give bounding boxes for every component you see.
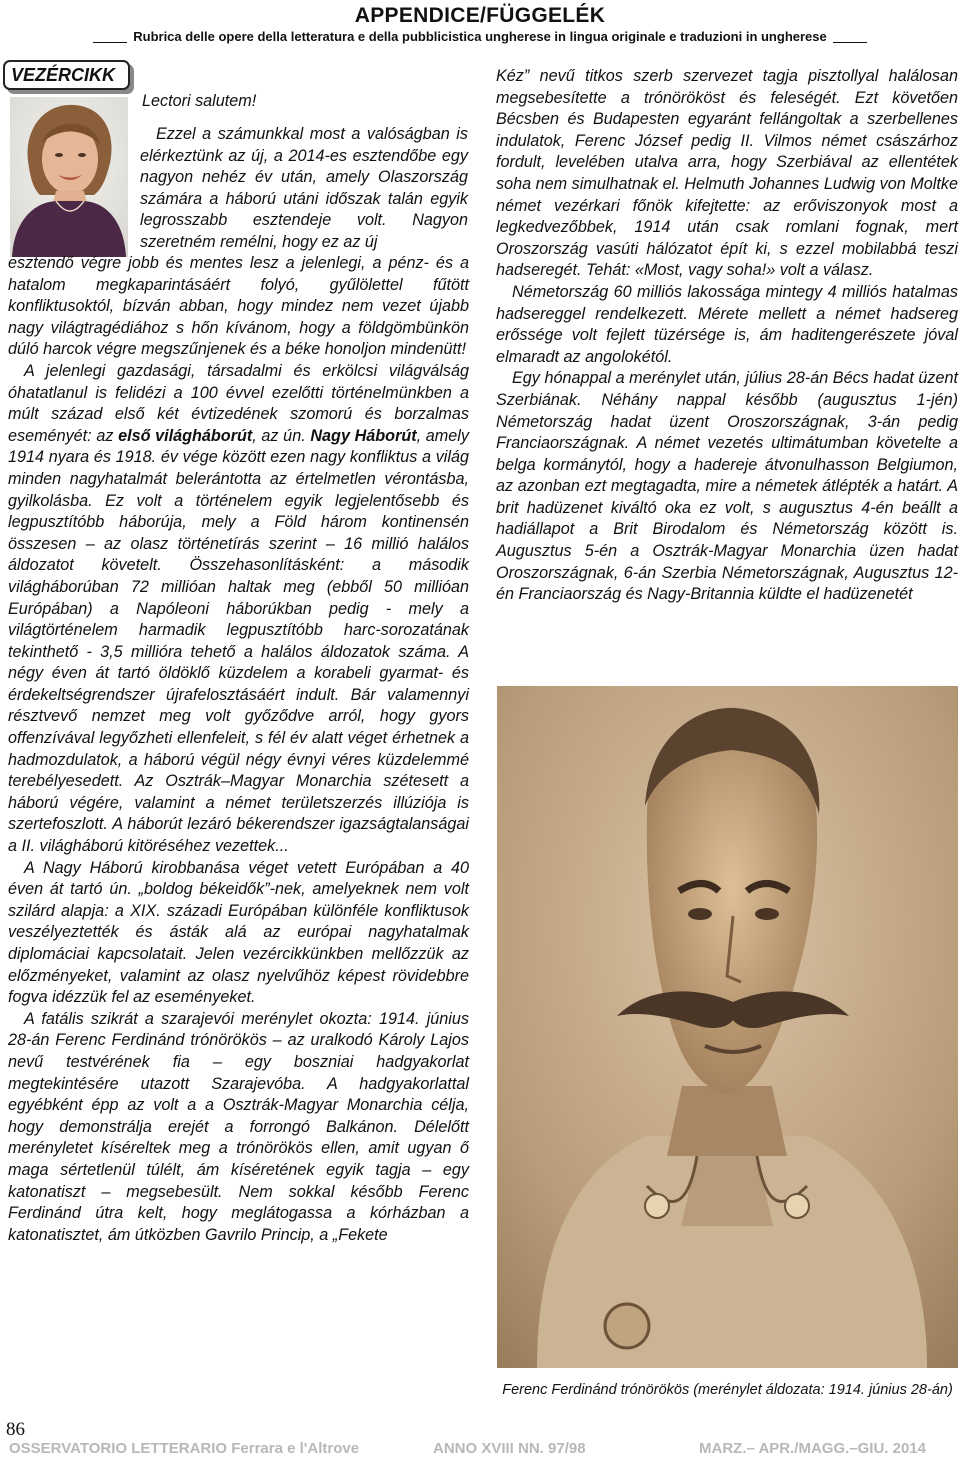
page-header-subtitle — [0, 29, 960, 44]
header-subtitle-text: Rubrica delle opere della letteratura e della pubblicistica ungherese in lingua originale e traduzioni in ungherese — [133, 29, 827, 44]
greeting: Lectori salutem! — [142, 92, 257, 110]
franz-ferdinand-photo — [497, 686, 958, 1368]
footer-date: MARZ.– APR./MAGG.–GIU. 2014 — [699, 1440, 926, 1457]
left-column-text: esztendő végre jobb és mentes lesz a jelenlegi, a pénz- és a hatalom megkaparintásáért folyó, gyűlölettel fűtött konfliktusoktól, bízván abban, hogy mindez nem vezet újabb nagy világtragédiához s hőn kívánom, hogy a földgömbünkön dúló harcok végre megszűnjenek és a béke honoljon mindenütt! A jelenlegi gazdasági, társadalmi és erkölcsi világválság óhatatlanul is felidézi a 100 évvel ezelőtti történelmünkben a múlt század első két évtizedének szomorú és borzalmas eseményét: az első világháborút, az ún. Nagy Háborút, amely 1914 nyara és 1918. év vége között ezen nagy konfliktus a világ minden nagyhatalmát belerántotta az értelmetlen vérontásba, gyilkolásba. Ez volt a történelem egyik legjelentősebb és legpusztítóbb háborúja, mely a Föld három kontinensén összesen – az olasz történetírás szerint – 16 millió halálos áldozatot követelt. Összehasonlításként: a második világháborúban 72 millióan haltak meg (ebből 50 millióan Európában) a Napóleoni háborúkban pedig - mely a világtörténelem harmadik legpusztítóbb harc-sorozatának tekinthető - 3,5 millióra tehető a halálos áldozatok száma. A négy éven át tartó öldöklő küzdelem a korabeli gyarmat- és érdekeltségrendszer újrafelosztásáért indult. Bár valamennyi résztvevő nemzet meg volt győződve arról, hogy gyors offenzívával legyőzheti ellenfeleit, s fél év alatt véget érhetnek a hadmozdulatok, a háború végül négy évnyi véres küzdelemmé terebélyesedett. Az Osztrák–Magyar Monarchia szétesett a háború végére, valamint a német területszerzés illúziója is szertefoszlott. A háborút lezáró békerendszer igazságtalanságai a II. világháború kitöréséhez vezettek... A Nagy Háború kirobbanása véget vetett Európában a 40 éven át tartó ún. „boldog békeidők”-nek, amelyeknek nem volt szilárd alapja: a XIX. századi Európában különféle konfliktusok veszélyeztették és ásták alá az európai nagyhatalmak diplomáciai kapcsolatait. Jelen vezércikkünkben mellőzzük az előzményeket, valamint az olasz nyelvűhöz képest rövidebbre fogva idézzük fel az eseményeket. A fatális szikrát a szarajevói merénylet okozta: 1914. június 28-án Ferenc Ferdinánd trónörökös – az uralkodó Károly Lajos nevű testvérének fia – egy boszniai hadgyakorlat megtekintésére utazott Szarajevóba. A hadgyakorlattal egyébként épp az volt a a Osztrák-Magyar Monarchia célja, hogy demonstrálja erejét a forrongó Balkánon. Délelőtt merényletet kíséreltek meg a trónörökös ellen, amit ugyan ő maga sértetlenül túlélt, ám kíséretének egyik tagja – egy katonatiszt – megsebesült. Nem sokkal később Ferenc Ferdinánd útra kelt, hogy meglátogassa a kórházban a katonatisztet, ám útközben Gavrilo Princip, a „Fekete — [8, 254, 469, 1244]
page-footer — [9, 1440, 954, 1460]
section-tag: VEZÉRCIKK — [3, 60, 130, 90]
footer-issue: ANNO XVIII NN. 97/98 — [433, 1440, 586, 1457]
page-header-title: APPENDICE/FÜGGELÉK — [354, 4, 606, 27]
right-column-text: Kéz” nevű titkos szerb szervezet tagja pisztollyal halálosan megsebesítette a trónörököst és feleségét. Ezt követően Bécsben és Budapesten egyaránt fellángoltak a szerbellenes indulatok, Ferenc József pedig II. Vilmos német császárhoz fordult, levelében utalva arra, hogy Szerbiával az ellentétek soha nem simulhatnak el. Helmuth Johannes Ludwig von Moltke német vezérkari főnök kifejtette: az erőviszonyok most a legkedvezőbbek, 1914 után csak romlani fognak, mert Oroszország vasúti hálózatot épít ki, s ezzel mobilabbá teszi hadseregét. Tehát: «Most, vagy soha!» volt a válasz. Németország 60 milliós lakossága mintegy 4 milliós hatalmas hadsereggel rendelkezett. Mérete mellett a német hadsereg erőssége volt fejlett tüzérsége is, ám haditengerészete jóval elmaradt az angolokétól. Egy hónappal a merénylet után, július 28-án Bécs hadat üzent Szerbiának. Néhány nappal később (augusztus 1-jén) Németország hadat üzent Oroszországnak, 3-án pedig Franciaországnak. A német vezetés ultimátumban követelte a belga kormánytól, hogy a hadereje átvonulhasson Belgiumon, az azonban ezt megtagadta, mire a németek átlépték a határt. A brit hadüzenet kiváltó oka ez volt, s augusztus 4-én beállt a hadiállapot a Brit Birodalom és Németország között is. Augusztus 5-én a Osztrák-Magyar Monarchia üzen hadat Oroszországnak, 6-án Szerbia Németországnak, Augusztus 12-én Franciaország és Nagy-Britannia küldte el hadüzenetét — [496, 67, 958, 604]
header-rule-right — [833, 42, 867, 43]
intro-paragraph: Ezzel a számunkkal most a valóságban is elérkeztünk az új, a 2014-es esztendőbe egy nagyon nehéz év után, amely Olaszország számára a háború utáni időszak talán egyik legrosszabb esztendeje volt. Nagyon szeretném remélni, hogy ez az új — [140, 125, 468, 251]
photo-caption: Ferenc Ferdinánd trónörökös (merénylet áldozata: 1914. június 28-án) — [502, 1382, 953, 1398]
footer-publication: OSSERVATORIO LETTERARIO Ferrara e l'Altrove — [9, 1440, 360, 1457]
header-rule-left — [93, 42, 127, 43]
page-number: 86 — [6, 1419, 25, 1440]
author-portrait — [10, 97, 128, 257]
